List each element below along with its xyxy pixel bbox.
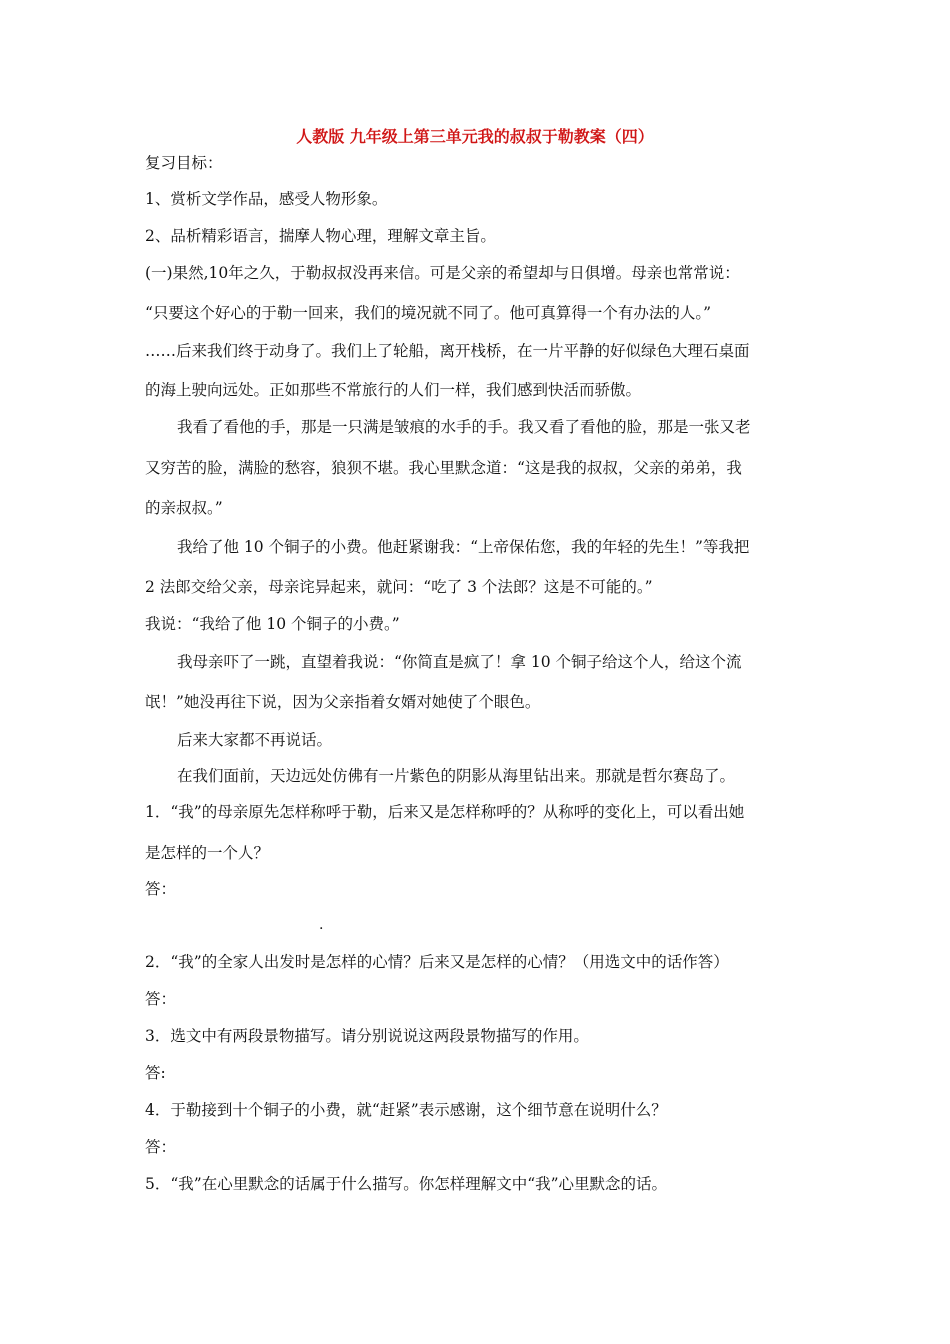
passage-line: 后来大家都不再说话。 [177,731,333,749]
passage-line: 我说：“我给了他 10 个铜子的小费。” [145,615,400,633]
question-2: 2．“我”的全家人出发时是怎样的心情？后来又是怎样的心情？（用选文中的话作答） [145,953,729,971]
answer-label: 答： [145,880,177,898]
passage-line: 我给了他 10 个铜子的小费。他赶紧谢我：“上帝保佑您，我的年轻的先生！”等我把 [177,538,750,556]
question-1: 1．“我”的母亲原先怎样称呼于勒，后来又是怎样称呼的？从称呼的变化上，可以看出她 [145,803,745,821]
goal-2: 2、品析精彩语言，揣摩人物心理，理解文章主旨。 [145,227,496,245]
answer-label: 答: [145,1064,166,1082]
passage-line: (一)果然,10年之久，于勒叔叔没再来信。可是父亲的希望却与日俱增。母亲也常常说： [145,264,740,282]
stray-dot: . [319,917,324,933]
passage-line: 我看了看他的手，那是一只满是皱痕的水手的手。我又看了看他的脸，那是一张又老 [177,418,751,436]
passage-line: 在我们面前，天边远处仿佛有一片紫色的阴影从海里钻出来。那就是哲尔赛岛了。 [177,767,736,785]
question-3: 3．选文中有两段景物描写。请分别说说这两段景物描写的作用。 [145,1027,589,1045]
passage-line: 的亲叔叔。” [145,499,223,517]
review-goals-heading: 复习目标： [145,154,223,172]
answer-label: 答： [145,990,177,1008]
goal-1: 1、赏析文学作品，感受人物形象。 [145,190,388,208]
passage-line: 我母亲吓了一跳，直望着我说：“你简直是疯了！拿 10 个铜子给这个人，给这个流 [177,653,742,671]
document-title: 人教版 九年级上第三单元我的叔叔于勒教案（四） [296,127,654,146]
passage-line: 氓！”她没再往下说，因为父亲指着女婿对她使了个眼色。 [145,693,541,711]
passage-line: 2 法郎交给父亲，母亲诧异起来，就问：“吃了 3 个法郎？这是不可能的。” [145,578,653,596]
passage-line: “只要这个好心的于勒一回来，我们的境况就不同了。他可真算得一个有办法的人。” [145,304,712,322]
passage-line: 的海上驶向远处。正如那些不常旅行的人们一样，我们感到快活而骄傲。 [145,381,642,399]
question-4: 4．于勒接到十个铜子的小费，就“赶紧”表示感谢，这个细节意在说明什么？ [145,1101,667,1119]
question-5: 5．“我”在心里默念的话属于什么描写。你怎样理解文中“我”心里默念的话。 [145,1175,668,1193]
question-1-continued: 是怎样的一个人？ [145,844,270,862]
answer-label: 答： [145,1138,177,1156]
passage-line: 又穷苦的脸，满脸的愁容，狼狈不堪。我心里默念道：“这是我的叔叔，父亲的弟弟，我 [145,459,742,477]
passage-line: ……后来我们终于动身了。我们上了轮船，离开栈桥，在一片平静的好似绿色大理石桌面 [145,342,750,360]
